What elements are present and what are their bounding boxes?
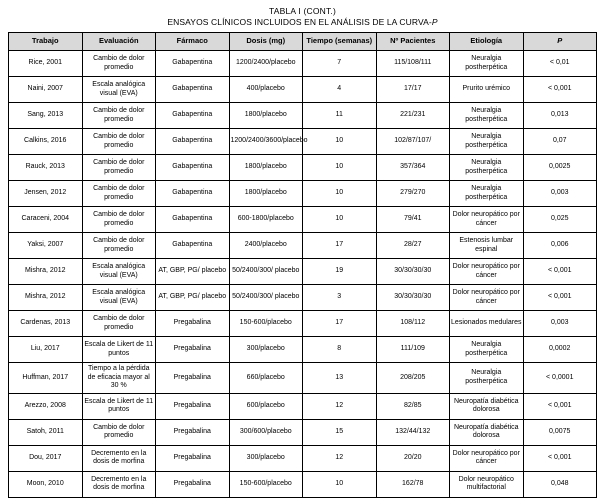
cell-patients: 357/364	[376, 155, 450, 181]
cell-study: Mishra, 2012	[9, 285, 83, 311]
cell-time: 10	[303, 207, 377, 233]
cell-patients: 17/17	[376, 77, 450, 103]
cell-drug: Pregabalina	[156, 311, 230, 337]
cell-p-value: 0,0075	[523, 419, 597, 445]
cell-drug: Gabapentina	[156, 181, 230, 207]
cell-study: Huffman, 2017	[9, 363, 83, 394]
cell-drug: Gabapentina	[156, 77, 230, 103]
cell-dose: 400/placebo	[229, 77, 303, 103]
cell-p-value: 0,013	[523, 103, 597, 129]
cell-etiology: Neuralgia postherpética	[450, 103, 524, 129]
column-header-patients: Nº Pacientes	[376, 33, 450, 51]
column-header-study: Trabajo	[9, 33, 83, 51]
cell-time: 12	[303, 393, 377, 419]
cell-drug: Pregabalina	[156, 337, 230, 363]
cell-patients: 108/112	[376, 311, 450, 337]
cell-study: Cardenas, 2013	[9, 311, 83, 337]
cell-time: 17	[303, 233, 377, 259]
cell-study: Dou, 2017	[9, 445, 83, 471]
cell-evaluation: Cambio de dolor promedio	[82, 155, 156, 181]
table-row	[9, 285, 597, 311]
cell-evaluation: Escala de Likert de 11 puntos	[82, 337, 156, 363]
cell-p-value: < 0,001	[523, 77, 597, 103]
cell-p-value: < 0,001	[523, 393, 597, 419]
cell-patients: 82/85	[376, 393, 450, 419]
table-header	[9, 33, 597, 51]
cell-drug: Pregabalina	[156, 393, 230, 419]
table-row	[9, 393, 597, 419]
cell-evaluation: Cambio de dolor promedio	[82, 129, 156, 155]
cell-evaluation: Escala analógica visual (EVA)	[82, 259, 156, 285]
column-header-etiology: Etiología	[450, 33, 524, 51]
cell-study: Rauck, 2013	[9, 155, 83, 181]
cell-dose: 50/2400/300/ placebo	[229, 259, 303, 285]
cell-study: Yaksi, 2007	[9, 233, 83, 259]
cell-dose: 300/placebo	[229, 445, 303, 471]
cell-etiology: Dolor neuropático por cáncer	[450, 445, 524, 471]
table-row	[9, 419, 597, 445]
cell-patients: 111/109	[376, 337, 450, 363]
cell-drug: AT, GBP, PG/ placebo	[156, 259, 230, 285]
column-header-p-value	[523, 33, 597, 51]
cell-time: 17	[303, 311, 377, 337]
cell-etiology: Neuropatía diabética dolorosa	[450, 393, 524, 419]
cell-dose: 50/2400/300/ placebo	[229, 285, 303, 311]
cell-evaluation: Cambio de dolor promedio	[82, 181, 156, 207]
cell-dose: 660/placebo	[229, 363, 303, 394]
cell-study: Calkins, 2016	[9, 129, 83, 155]
cell-etiology: Neuralgia postherpética	[450, 51, 524, 77]
cell-study: Naini, 2007	[9, 77, 83, 103]
cell-evaluation: Cambio de dolor promedio	[82, 103, 156, 129]
cell-patients: 162/78	[376, 471, 450, 497]
cell-drug: AT, GBP, PG/ placebo	[156, 285, 230, 311]
clinical-trials-table	[8, 32, 597, 498]
cell-dose: 1800/placebo	[229, 155, 303, 181]
table-title-block	[8, 6, 597, 28]
cell-drug: Pregabalina	[156, 445, 230, 471]
cell-evaluation: Escala analógica visual (EVA)	[82, 77, 156, 103]
cell-etiology: Lesionados medulares	[450, 311, 524, 337]
cell-drug: Gabapentina	[156, 233, 230, 259]
cell-study: Jensen, 2012	[9, 181, 83, 207]
cell-time: 4	[303, 77, 377, 103]
cell-p-value: < 0,0001	[523, 363, 597, 394]
cell-drug: Gabapentina	[156, 51, 230, 77]
cell-evaluation: Decremento en la dosis de morfina	[82, 471, 156, 497]
cell-time: 15	[303, 419, 377, 445]
cell-drug: Gabapentina	[156, 103, 230, 129]
cell-p-value: < 0,001	[523, 285, 597, 311]
cell-time: 12	[303, 445, 377, 471]
cell-p-value: 0,0025	[523, 155, 597, 181]
cell-evaluation: Cambio de dolor promedio	[82, 311, 156, 337]
table-row	[9, 181, 597, 207]
cell-evaluation: Cambio de dolor promedio	[82, 207, 156, 233]
cell-patients: 132/44/132	[376, 419, 450, 445]
cell-drug: Gabapentina	[156, 129, 230, 155]
cell-time: 10	[303, 129, 377, 155]
table-number: TABLA I (CONT.)	[268, 6, 337, 16]
cell-etiology: Dolor neuropático por cáncer	[450, 259, 524, 285]
column-header-evaluation: Evaluación	[82, 33, 156, 51]
column-header-p-italic: P	[557, 36, 563, 46]
cell-p-value: 0,048	[523, 471, 597, 497]
table-row	[9, 337, 597, 363]
table-row	[9, 129, 597, 155]
cell-dose: 150-600/placebo	[229, 311, 303, 337]
cell-time: 10	[303, 181, 377, 207]
cell-patients: 102/87/107/	[376, 129, 450, 155]
cell-dose: 600/placebo	[229, 393, 303, 419]
column-header-dose: Dosis (mg)	[229, 33, 303, 51]
cell-patients: 28/27	[376, 233, 450, 259]
cell-patients: 279/270	[376, 181, 450, 207]
cell-p-value: 0,003	[523, 311, 597, 337]
cell-etiology: Neuralgia postherpética	[450, 129, 524, 155]
cell-dose: 1200/2400/placebo	[229, 51, 303, 77]
cell-time: 7	[303, 51, 377, 77]
cell-time: 13	[303, 363, 377, 394]
cell-time: 10	[303, 155, 377, 181]
cell-etiology: Neuralgia postherpética	[450, 155, 524, 181]
cell-drug: Gabapentina	[156, 207, 230, 233]
cell-dose: 1200/2400/3600/placebo	[229, 129, 303, 155]
cell-time: 3	[303, 285, 377, 311]
cell-p-value: 0,006	[523, 233, 597, 259]
table-row	[9, 103, 597, 129]
cell-etiology: Dolor neuropático por cáncer	[450, 285, 524, 311]
cell-drug: Pregabalina	[156, 363, 230, 394]
cell-dose: 2400/placebo	[229, 233, 303, 259]
table-row	[9, 51, 597, 77]
cell-patients: 30/30/30/30	[376, 259, 450, 285]
cell-etiology: Dolor neuropático por cáncer	[450, 207, 524, 233]
table-row	[9, 311, 597, 337]
cell-study: Moon, 2010	[9, 471, 83, 497]
cell-dose: 1800/placebo	[229, 103, 303, 129]
table-row	[9, 445, 597, 471]
cell-dose: 300/600/placebo	[229, 419, 303, 445]
cell-etiology: Neuralgia postherpética	[450, 181, 524, 207]
cell-drug: Pregabalina	[156, 419, 230, 445]
column-header-time: Tiempo (semanas)	[303, 33, 377, 51]
cell-p-value: 0,003	[523, 181, 597, 207]
cell-evaluation: Decremento en la dosis de morfina	[82, 445, 156, 471]
cell-etiology: Neuropatía diabética dolorosa	[450, 419, 524, 445]
cell-drug: Pregabalina	[156, 471, 230, 497]
cell-time: 10	[303, 471, 377, 497]
cell-study: Mishra, 2012	[9, 259, 83, 285]
table-row	[9, 77, 597, 103]
cell-study: Satoh, 2011	[9, 419, 83, 445]
cell-study: Rice, 2001	[9, 51, 83, 77]
cell-time: 11	[303, 103, 377, 129]
cell-dose: 600-1800/placebo	[229, 207, 303, 233]
cell-p-value: 0,0002	[523, 337, 597, 363]
column-header-drug: Fármaco	[156, 33, 230, 51]
table-row	[9, 207, 597, 233]
table-caption-text: ENSAYOS CLÍNICOS INCLUIDOS EN EL ANÁLISIS DE LA CURVA-	[167, 17, 432, 27]
cell-etiology: Dolor neuropático multifactorial	[450, 471, 524, 497]
cell-dose: 150-600/placebo	[229, 471, 303, 497]
cell-dose: 300/placebo	[229, 337, 303, 363]
table-header-row	[9, 33, 597, 51]
table-caption	[8, 17, 597, 28]
cell-etiology: Estenosis lumbar espinal	[450, 233, 524, 259]
cell-patients: 79/41	[376, 207, 450, 233]
cell-p-value: 0,07	[523, 129, 597, 155]
cell-patients: 221/231	[376, 103, 450, 129]
cell-p-value: < 0,01	[523, 51, 597, 77]
cell-etiology: Neuralgia postherpética	[450, 363, 524, 394]
cell-evaluation: Cambio de dolor promedio	[82, 51, 156, 77]
table-row	[9, 233, 597, 259]
cell-study: Sang, 2013	[9, 103, 83, 129]
cell-patients: 30/30/30/30	[376, 285, 450, 311]
table-row	[9, 363, 597, 394]
cell-etiology: Neuralgia postherpética	[450, 337, 524, 363]
cell-p-value: < 0,001	[523, 259, 597, 285]
cell-evaluation: Tiempo a la pérdida de eficacia mayor al 30 %	[82, 363, 156, 394]
cell-patients: 20/20	[376, 445, 450, 471]
table-row	[9, 259, 597, 285]
cell-study: Liu, 2017	[9, 337, 83, 363]
cell-p-value: 0,025	[523, 207, 597, 233]
table-row	[9, 471, 597, 497]
cell-patients: 208/205	[376, 363, 450, 394]
cell-time: 19	[303, 259, 377, 285]
cell-evaluation: Escala de Likert de 11 puntos	[82, 393, 156, 419]
cell-etiology: Prurito urémico	[450, 77, 524, 103]
table-body	[9, 51, 597, 498]
cell-patients: 115/108/111	[376, 51, 450, 77]
cell-study: Caraceni, 2004	[9, 207, 83, 233]
cell-time: 8	[303, 337, 377, 363]
cell-evaluation: Cambio de dolor promedio	[82, 233, 156, 259]
cell-evaluation: Escala analógica visual (EVA)	[82, 285, 156, 311]
table-row	[9, 155, 597, 181]
cell-dose: 1800/placebo	[229, 181, 303, 207]
cell-drug: Gabapentina	[156, 155, 230, 181]
cell-study: Arezzo, 2008	[9, 393, 83, 419]
cell-p-value: < 0,001	[523, 445, 597, 471]
table-caption-italic: P	[431, 17, 438, 27]
cell-evaluation: Cambio de dolor promedio	[82, 419, 156, 445]
